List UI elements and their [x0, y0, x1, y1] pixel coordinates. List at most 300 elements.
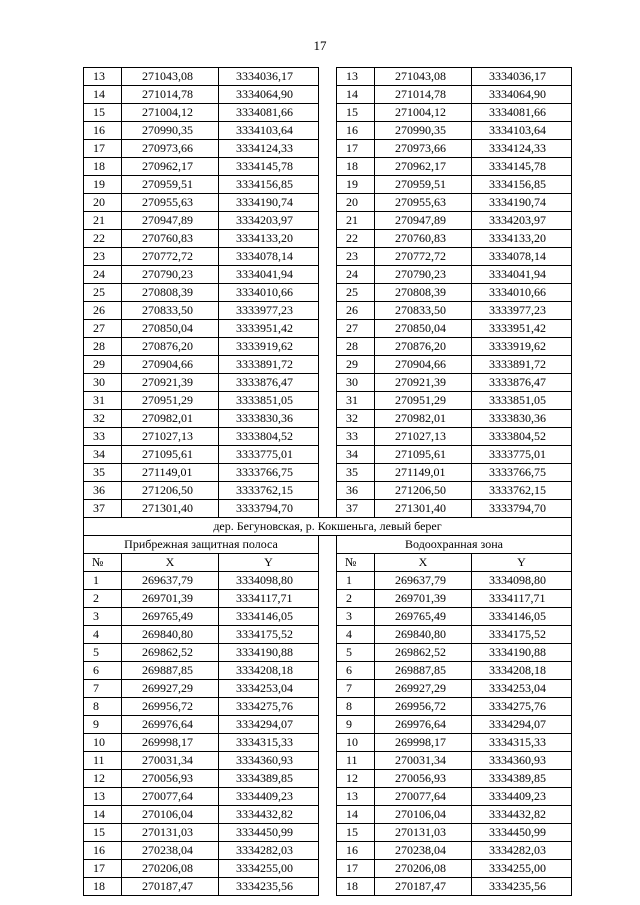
left-coord-y: 3334145,78: [219, 158, 319, 176]
left-coord-x: 270955,63: [122, 194, 219, 212]
right-coord-y: 3334175,52: [472, 626, 572, 644]
left-point-number: 13: [84, 788, 122, 806]
left-coord-x: 270973,66: [122, 140, 219, 158]
left-coord-x: 271206,50: [122, 482, 219, 500]
right-coord-x: 271095,61: [375, 446, 472, 464]
right-point-number: 13: [337, 788, 375, 806]
left-coord-x: 269637,79: [122, 572, 219, 590]
right-coord-x: 269765,49: [375, 608, 472, 626]
left-coord-x: 269927,29: [122, 680, 219, 698]
right-coord-y: 3334133,20: [472, 230, 572, 248]
left-coord-y: 3333775,01: [219, 446, 319, 464]
left-coord-y: 3334190,74: [219, 194, 319, 212]
right-coord-y: 3334036,17: [472, 68, 572, 86]
table-row: [84, 158, 572, 176]
left-coord-y: 3334098,80: [219, 572, 319, 590]
table-row: [84, 392, 572, 410]
left-point-number: 15: [84, 824, 122, 842]
right-point-number: 6: [337, 662, 375, 680]
column-gap: [319, 356, 337, 374]
left-coord-x: 270808,39: [122, 284, 219, 302]
right-coord-y: 3334146,05: [472, 608, 572, 626]
right-coord-y: 3334253,04: [472, 680, 572, 698]
table-row: [84, 680, 572, 698]
left-coord-y: 3333951,42: [219, 320, 319, 338]
left-coord-y: 3334156,85: [219, 176, 319, 194]
left-point-number: 15: [84, 104, 122, 122]
left-point-number: 30: [84, 374, 122, 392]
column-gap: [319, 536, 337, 554]
column-gap: [319, 464, 337, 482]
col-y-header: Y: [472, 554, 572, 572]
column-gap: [319, 428, 337, 446]
right-coord-y: 3333851,05: [472, 392, 572, 410]
table-row: [84, 752, 572, 770]
left-coord-x: 270850,04: [122, 320, 219, 338]
left-point-number: 16: [84, 122, 122, 140]
right-coord-x: 269862,52: [375, 644, 472, 662]
col-y-header: Y: [219, 554, 319, 572]
right-coord-y: 3334041,94: [472, 266, 572, 284]
right-point-number: 26: [337, 302, 375, 320]
right-coord-x: 270031,34: [375, 752, 472, 770]
left-coord-y: 3334275,76: [219, 698, 319, 716]
right-coord-x: 270077,64: [375, 788, 472, 806]
left-coord-x: 269887,85: [122, 662, 219, 680]
right-coord-x: 269637,79: [375, 572, 472, 590]
left-coord-x: 270833,50: [122, 302, 219, 320]
col-num-header: №: [84, 554, 122, 572]
right-coord-x: 271004,12: [375, 104, 472, 122]
right-coord-y: 3334010,66: [472, 284, 572, 302]
table-row: [84, 302, 572, 320]
right-point-number: 25: [337, 284, 375, 302]
left-coord-x: 270982,01: [122, 410, 219, 428]
left-coord-x: 269862,52: [122, 644, 219, 662]
left-point-number: 26: [84, 302, 122, 320]
right-coord-x: 270959,51: [375, 176, 472, 194]
right-coord-x: 269998,17: [375, 734, 472, 752]
right-coord-x: 270962,17: [375, 158, 472, 176]
table-row: [84, 572, 572, 590]
left-coord-x: 269976,64: [122, 716, 219, 734]
table-row: [84, 374, 572, 392]
right-coord-x: 270131,03: [375, 824, 472, 842]
column-gap: [319, 698, 337, 716]
right-coord-y: 3334117,71: [472, 590, 572, 608]
column-gap: [319, 554, 337, 572]
column-gap: [319, 806, 337, 824]
right-coord-x: 269976,64: [375, 716, 472, 734]
col-x-header: X: [375, 554, 472, 572]
right-coord-x: 271043,08: [375, 68, 472, 86]
right-point-number: 36: [337, 482, 375, 500]
left-coord-y: 3333762,15: [219, 482, 319, 500]
left-coord-y: 3333794,70: [219, 500, 319, 518]
right-point-number: 17: [337, 860, 375, 878]
table-row: [84, 806, 572, 824]
left-coord-y: 3334208,18: [219, 662, 319, 680]
right-coord-x: 270808,39: [375, 284, 472, 302]
right-point-number: 7: [337, 680, 375, 698]
left-coord-y: 3333851,05: [219, 392, 319, 410]
column-gap: [319, 644, 337, 662]
left-coord-x: 271149,01: [122, 464, 219, 482]
left-point-number: 18: [84, 158, 122, 176]
right-coord-x: 270106,04: [375, 806, 472, 824]
column-gap: [319, 662, 337, 680]
left-coord-x: 270106,04: [122, 806, 219, 824]
left-point-number: 23: [84, 248, 122, 266]
column-gap: [319, 374, 337, 392]
right-coord-y: 3333794,70: [472, 500, 572, 518]
table-row: [84, 824, 572, 842]
right-coord-y: 3333766,75: [472, 464, 572, 482]
right-coord-y: 3334103,64: [472, 122, 572, 140]
left-coord-x: 269840,80: [122, 626, 219, 644]
right-coord-x: 270973,66: [375, 140, 472, 158]
table-row: [84, 608, 572, 626]
table-row: [84, 266, 572, 284]
left-coord-x: 269956,72: [122, 698, 219, 716]
table-row: [84, 104, 572, 122]
table-row: [84, 590, 572, 608]
right-coord-y: 3333891,72: [472, 356, 572, 374]
left-coord-x: 270206,08: [122, 860, 219, 878]
right-coord-x: 269887,85: [375, 662, 472, 680]
table-row: [84, 140, 572, 158]
right-coord-y: 3334409,23: [472, 788, 572, 806]
column-gap: [319, 608, 337, 626]
table-row: [84, 428, 572, 446]
left-point-number: 36: [84, 482, 122, 500]
table-row: [84, 320, 572, 338]
right-coord-x: 270790,23: [375, 266, 472, 284]
right-point-number: 21: [337, 212, 375, 230]
left-point-number: 35: [84, 464, 122, 482]
column-gap: [319, 770, 337, 788]
left-point-number: 14: [84, 86, 122, 104]
column-gap: [319, 212, 337, 230]
left-coord-y: 3334133,20: [219, 230, 319, 248]
left-point-number: 10: [84, 734, 122, 752]
right-coord-x: 270056,93: [375, 770, 472, 788]
table-row: [84, 626, 572, 644]
right-coord-x: 270238,04: [375, 842, 472, 860]
right-point-number: 19: [337, 176, 375, 194]
left-coord-x: 271027,13: [122, 428, 219, 446]
left-coord-y: 3333891,72: [219, 356, 319, 374]
coordinates-document: [83, 67, 571, 896]
column-gap: [319, 734, 337, 752]
column-gap: [319, 104, 337, 122]
table-row: [84, 446, 572, 464]
right-coord-x: 271206,50: [375, 482, 472, 500]
right-point-number: 8: [337, 698, 375, 716]
left-coord-y: 3334432,82: [219, 806, 319, 824]
right-coord-x: 269840,80: [375, 626, 472, 644]
right-coord-y: 3333951,42: [472, 320, 572, 338]
left-point-number: 13: [84, 68, 122, 86]
left-point-number: 11: [84, 752, 122, 770]
left-coord-y: 3334255,00: [219, 860, 319, 878]
left-point-number: 8: [84, 698, 122, 716]
right-coord-x: 270921,39: [375, 374, 472, 392]
left-point-number: 16: [84, 842, 122, 860]
left-coord-y: 3334078,14: [219, 248, 319, 266]
right-coord-y: 3334432,82: [472, 806, 572, 824]
right-coord-y: 3333804,52: [472, 428, 572, 446]
table-row: [84, 464, 572, 482]
right-point-number: 28: [337, 338, 375, 356]
left-coord-x: 270031,34: [122, 752, 219, 770]
right-point-number: 30: [337, 374, 375, 392]
column-gap: [319, 194, 337, 212]
left-coord-y: 3334175,52: [219, 626, 319, 644]
right-point-number: 5: [337, 644, 375, 662]
left-coord-y: 3334117,71: [219, 590, 319, 608]
left-coord-y: 3334253,04: [219, 680, 319, 698]
right-point-number: 15: [337, 824, 375, 842]
left-coord-y: 3334124,33: [219, 140, 319, 158]
column-gap: [319, 68, 337, 86]
right-coord-x: 270833,50: [375, 302, 472, 320]
right-coord-y: 3334124,33: [472, 140, 572, 158]
left-coord-y: 3333919,62: [219, 338, 319, 356]
right-coord-x: 270951,29: [375, 392, 472, 410]
column-gap: [319, 230, 337, 248]
column-gap: [319, 788, 337, 806]
right-coord-y: 3333762,15: [472, 482, 572, 500]
left-coord-y: 3334450,99: [219, 824, 319, 842]
right-coord-x: 270982,01: [375, 410, 472, 428]
right-coord-y: 3334389,85: [472, 770, 572, 788]
right-coord-x: 270955,63: [375, 194, 472, 212]
right-coord-y: 3333919,62: [472, 338, 572, 356]
section2-header: [84, 518, 572, 572]
table-row: [84, 122, 572, 140]
column-gap: [319, 572, 337, 590]
left-coord-y: 3334389,85: [219, 770, 319, 788]
right-coord-x: 270760,83: [375, 230, 472, 248]
table-row: [84, 284, 572, 302]
table-row: [84, 194, 572, 212]
right-coord-x: 270206,08: [375, 860, 472, 878]
column-gap: [319, 716, 337, 734]
right-coord-x: 270772,72: [375, 248, 472, 266]
right-coord-x: 270904,66: [375, 356, 472, 374]
column-gap: [319, 338, 337, 356]
left-coord-y: 3333876,47: [219, 374, 319, 392]
right-coord-y: 3334294,07: [472, 716, 572, 734]
right-coord-x: 270876,20: [375, 338, 472, 356]
section2-body: [84, 572, 572, 896]
left-point-number: 34: [84, 446, 122, 464]
table-row: [84, 842, 572, 860]
table-row: [84, 248, 572, 266]
table-row: [84, 230, 572, 248]
right-point-number: 11: [337, 752, 375, 770]
left-coord-x: 270131,03: [122, 824, 219, 842]
column-gap: [319, 266, 337, 284]
table-row: [84, 662, 572, 680]
left-coord-x: 270077,64: [122, 788, 219, 806]
table-row: [84, 356, 572, 374]
right-coord-y: 3334203,97: [472, 212, 572, 230]
right-coord-y: 3334255,00: [472, 860, 572, 878]
left-point-number: 1: [84, 572, 122, 590]
right-coord-x: 270187,47: [375, 878, 472, 896]
right-coord-y: 3334190,74: [472, 194, 572, 212]
left-point-number: 32: [84, 410, 122, 428]
left-coord-x: 270947,89: [122, 212, 219, 230]
table-row: [84, 176, 572, 194]
left-point-number: 28: [84, 338, 122, 356]
left-table-title: Прибрежная защитная полоса: [84, 536, 319, 554]
left-point-number: 4: [84, 626, 122, 644]
column-gap: [319, 284, 337, 302]
left-point-number: 17: [84, 140, 122, 158]
left-coord-x: 270187,47: [122, 878, 219, 896]
left-coord-x: 269998,17: [122, 734, 219, 752]
table-row: [84, 644, 572, 662]
left-coord-x: 271301,40: [122, 500, 219, 518]
column-gap: [319, 86, 337, 104]
table-row: [84, 338, 572, 356]
coordinates-table: [83, 67, 572, 896]
left-coord-y: 3334036,17: [219, 68, 319, 86]
column-gap: [319, 860, 337, 878]
column-gap: [319, 176, 337, 194]
right-point-number: 13: [337, 68, 375, 86]
left-coord-y: 3334203,97: [219, 212, 319, 230]
column-gap: [319, 392, 337, 410]
right-point-number: 20: [337, 194, 375, 212]
right-point-number: 37: [337, 500, 375, 518]
left-coord-x: 270772,72: [122, 248, 219, 266]
right-coord-y: 3334078,14: [472, 248, 572, 266]
right-coord-y: 3334190,88: [472, 644, 572, 662]
left-coord-y: 3334294,07: [219, 716, 319, 734]
right-coord-y: 3334282,03: [472, 842, 572, 860]
table-row: [84, 860, 572, 878]
right-coord-x: 270850,04: [375, 320, 472, 338]
right-coord-x: 271149,01: [375, 464, 472, 482]
left-point-number: 5: [84, 644, 122, 662]
left-coord-y: 3334409,23: [219, 788, 319, 806]
column-gap: [319, 878, 337, 896]
right-point-number: 16: [337, 122, 375, 140]
left-coord-y: 3334041,94: [219, 266, 319, 284]
left-coord-y: 3334010,66: [219, 284, 319, 302]
table-row: [84, 482, 572, 500]
right-point-number: 35: [337, 464, 375, 482]
column-gap: [319, 752, 337, 770]
left-point-number: 22: [84, 230, 122, 248]
right-point-number: 15: [337, 104, 375, 122]
column-gap: [319, 140, 337, 158]
left-coord-y: 3333804,52: [219, 428, 319, 446]
right-coord-y: 3334156,85: [472, 176, 572, 194]
column-gap: [319, 824, 337, 842]
column-gap: [319, 590, 337, 608]
left-coord-x: 270990,35: [122, 122, 219, 140]
table-row: [84, 86, 572, 104]
left-point-number: 37: [84, 500, 122, 518]
right-point-number: 22: [337, 230, 375, 248]
right-table-title: Водоохранная зона: [337, 536, 572, 554]
table-row: [84, 788, 572, 806]
page-number: 17: [313, 38, 327, 53]
column-gap: [319, 302, 337, 320]
left-coord-y: 3333977,23: [219, 302, 319, 320]
left-coord-x: 270876,20: [122, 338, 219, 356]
left-coord-y: 3334064,90: [219, 86, 319, 104]
right-coord-y: 3334235,56: [472, 878, 572, 896]
left-coord-y: 3334103,64: [219, 122, 319, 140]
left-coord-x: 270962,17: [122, 158, 219, 176]
table-row: [84, 716, 572, 734]
col-x-header: X: [122, 554, 219, 572]
left-coord-y: 3334282,03: [219, 842, 319, 860]
right-point-number: 27: [337, 320, 375, 338]
right-point-number: 24: [337, 266, 375, 284]
right-coord-y: 3334145,78: [472, 158, 572, 176]
left-point-number: 29: [84, 356, 122, 374]
table-row: [84, 698, 572, 716]
left-coord-y: 3334360,93: [219, 752, 319, 770]
left-coord-x: 270760,83: [122, 230, 219, 248]
column-gap: [319, 842, 337, 860]
left-point-number: 19: [84, 176, 122, 194]
right-point-number: 33: [337, 428, 375, 446]
column-gap: [319, 446, 337, 464]
left-coord-y: 3334190,88: [219, 644, 319, 662]
left-coord-y: 3334146,05: [219, 608, 319, 626]
column-header-row: [84, 554, 572, 572]
table-row: [84, 212, 572, 230]
right-point-number: 18: [337, 878, 375, 896]
left-point-number: 20: [84, 194, 122, 212]
left-coord-y: 3334315,33: [219, 734, 319, 752]
right-coord-y: 3333775,01: [472, 446, 572, 464]
left-point-number: 7: [84, 680, 122, 698]
right-coord-x: 269701,39: [375, 590, 472, 608]
left-coord-x: 269765,49: [122, 608, 219, 626]
left-coord-x: 270921,39: [122, 374, 219, 392]
left-coord-x: 269701,39: [122, 590, 219, 608]
right-point-number: 34: [337, 446, 375, 464]
left-coord-y: 3333766,75: [219, 464, 319, 482]
left-coord-x: 270056,93: [122, 770, 219, 788]
table-row: [84, 500, 572, 518]
right-coord-y: 3333830,36: [472, 410, 572, 428]
left-point-number: 31: [84, 392, 122, 410]
column-gap: [319, 248, 337, 266]
right-coord-y: 3334450,99: [472, 824, 572, 842]
right-coord-y: 3333876,47: [472, 374, 572, 392]
right-coord-x: 269956,72: [375, 698, 472, 716]
left-coord-x: 270904,66: [122, 356, 219, 374]
left-coord-x: 271095,61: [122, 446, 219, 464]
right-coord-x: 270990,35: [375, 122, 472, 140]
left-point-number: 27: [84, 320, 122, 338]
right-coord-y: 3334275,76: [472, 698, 572, 716]
left-coord-x: 270790,23: [122, 266, 219, 284]
right-point-number: 10: [337, 734, 375, 752]
left-coord-x: 270959,51: [122, 176, 219, 194]
left-point-number: 21: [84, 212, 122, 230]
